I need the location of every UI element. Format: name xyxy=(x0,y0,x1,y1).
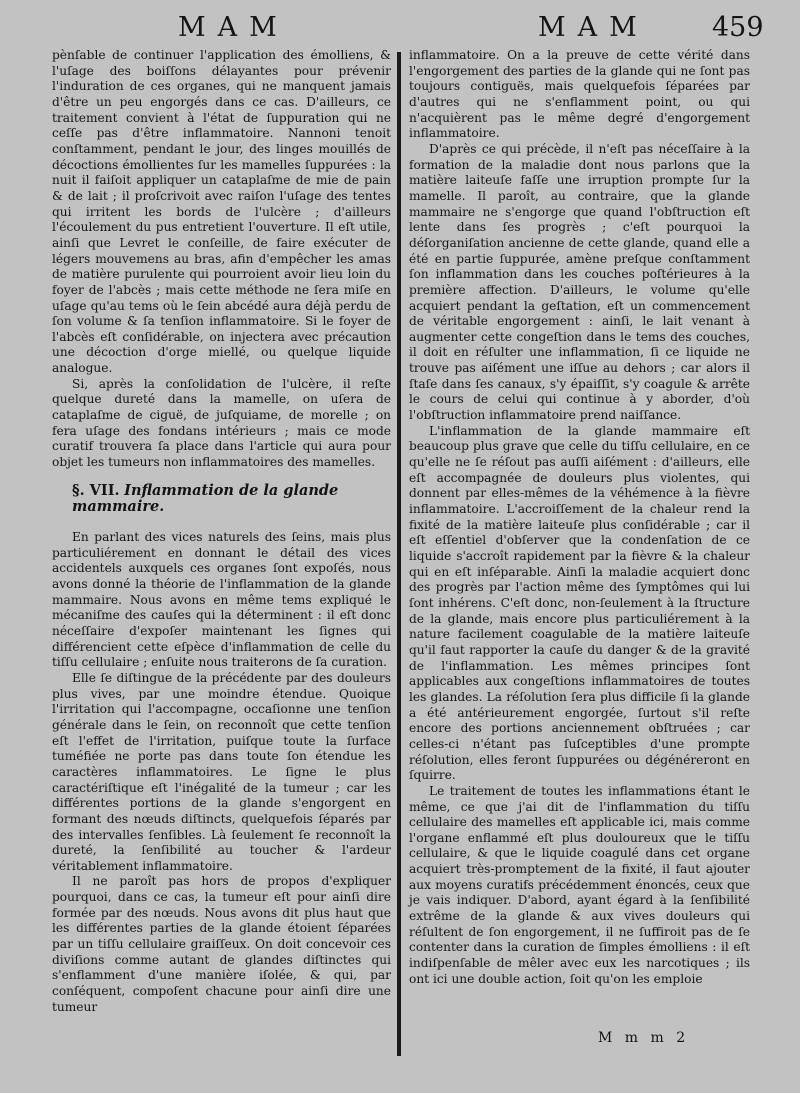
paragraph: Si, après la conſolidation de l'ulcère, il reſte quelque dureté dans la mamelle, on uſera de cataplaſme de ciguë, de juſquiame, de morelle ; on fera uſage des fondans intérieurs ; mais ce mode curatif trouvera ſa place dans l'article qui aura pour objet les tumeurs non inflammatoires des mamelles. xyxy=(52,376,391,470)
paragraph: Il ne paroît pas hors de propos d'expliquer pourquoi, dans ce cas, la tumeur eſt pour ainſi dire formée par des nœuds. Nous avons dit plus haut que les différentes parties de la glande étoient ſéparées par un tiſſu cellulaire graiſſeux. On doit concevoir ces diviſions comme autant de glandes diſtinctes qui s'enflamment d'une manière iſolée, & qui, par conſéquent, compoſent chacune pour ainſi dire une tumeur xyxy=(52,874,391,1014)
paragraph: D'après ce qui précède, il n'eſt pas néceſſaire à la formation de la maladie dont nous parlons que la matière laiteuſe faſſe une irruption prompte ſur la mamelle. Il paroît, au contraire, que la glande mammaire ne s'engorge que quand l'obſtruction eſt lente dans ſes progrès ; c'eſt pourquoi la déſorganiſation ancienne de cette glande, quand elle a été en partie ſuppurée, amène preſque conſtamment ſon inflammation dans les couches poſtérieures à la première affection. D'ailleurs, le volume qu'elle acquiert pendant la geſtation, eſt un commencement de véritable engorgement : ainſi, le lait venant à augmenter cette congeſtion dans le tems des couches, il doit en réſulter une inflammation, ſi ce liquide ne trouve pas aiſément une iſſue au dehors ; car alors il ſtaſe dans ſes canaux, s'y épaiſſit, s'y coagule & arrête le cours de celui qui continue à y aborder, d'où l'obſtruction inflammatoire prend naiſſance. xyxy=(409,141,750,423)
column-divider xyxy=(397,52,401,1056)
section-title: Inflammation de la glande mammaire. xyxy=(72,481,339,516)
running-header xyxy=(0,10,800,46)
paragraph: L'inflammation de la glande mammaire eſt beaucoup plus grave que celle du tiſſu cellulaire, en ce qu'elle ne ſe réſout pas auſſi aiſément : d'ailleurs, elle eſt accompagnée de douleurs plus violentes, qui donnent par elles-mêmes de la véhémence à la fièvre inflammatoire. L'accroiſſement de la chaleur rend la fixité de la matière laiteuſe plus conſidérable ; car il eſt eſſentiel d'obſerver que la condenſation de ce liquide s'accroît rapidement par la fièvre & la chaleur qui en eſt inſéparable. Ainſi la maladie acquiert donc des progrès par l'action même des ſymptômes qui lui ſont inhérens. C'eſt donc, non-ſeulement à la ſtructure de la glande, mais encore plus particuliérement à la nature facilement coagulable de la matière laiteuſe qu'il faut rapporter la cauſe du danger & de la gravité de l'inflammation. Les mêmes principes ſont applicables aux congeſtions inflammatoires de toutes les glandes. La réſolution ſera plus difficile ſi la glande a été antérieurement engorgée, ſurtout s'il reſte encore des portions anciennement obſtruées ; car celles-ci n'étant pas ſuſceptibles d'une prompte réſolution, elles feront ſuppurées ou dégénéreront en ſquirre. xyxy=(409,423,750,783)
section-heading xyxy=(52,483,391,516)
section-number: §. VII. xyxy=(72,481,120,499)
paragraph: En parlant des vices naturels des ſeins, mais plus particuliérement en donnant le détail des vices accidentels auxquels ces organes ſont expoſés, nous avons donné la théorie de l'inflammation de la glande mammaire. Nous avons en même tems expliqué le mécaniſme des cauſes qui la déterminent : il eſt donc néceſſaire d'expoſer maintenant les ſignes qui différencient cette eſpèce d'inflammation de celle du tiſſu cellulaire ; enſuite nous traiterons de ſa curation. xyxy=(52,530,391,670)
paragraph: Le traitement de toutes les inflammations étant le même, ce que j'ai dit de l'inflammation du tiſſu cellulaire des mamelles eſt applicable ici, mais comme l'organe enflammé eſt plus douloureux que le tiſſu cellulaire, & que le liquide coagulé dans cet organe acquiert très-promptement de la fixité, il faut ajouter aux moyens curatifs précédemment énoncés, ceux que je vais indiquer. D'abord, ayant égard à la ſenſibilité extrême de la glande & aux vives douleurs qui réſultent de ſon engorgement, il ne ſuffiroit pas de ſe contenter dans la curation de ſimples émolliens : il eſt indiſpenſable de mêler avec eux les narcotiques ; ils ont ici une double action, ſoit qu'on les emploie xyxy=(409,783,750,986)
paragraph: Elle ſe diſtingue de la précédente par des douleurs plus vives, par une moindre étendue. Quoique l'irritation qui l'accompagne, occaſionne une tenſion générale dans le ſein, on reconnoît que cette tenſion eſt l'effet de l'irritation, puiſque toute la ſurface tuméfiée ne porte pas dans toute ſon étendue les caractères inflammatoires. Le ſigne le plus caractériſtique eſt l'inégalité de la tumeur ; car les différentes portions de la glande s'engorgent en formant des nœuds diſtincts, quelquefois ſéparés par des intervalles ſenſibles. Là ſeulement ſe reconnoît la dureté, la ſenſibilité au toucher & l'ardeur véritablement inflammatoire. xyxy=(52,670,391,873)
right-column xyxy=(409,48,750,987)
printer-signature: M m m 2 xyxy=(598,1030,690,1046)
paragraph: inflammatoire. On a la preuve de cette vérité dans l'engorgement des parties de la glande qui ne ſont pas toujours contiguës, mais quelquefois ſéparées par d'autres qui ne s'enflamment point, ou qui n'acquièrent pas le même degré d'engorgement inflammatoire. xyxy=(409,48,750,141)
running-head-right: MAM xyxy=(538,12,649,43)
page-number: 459 xyxy=(712,12,764,43)
paragraph: pènſable de continuer l'application des émolliens, & l'uſage des boiſſons délayantes pour prévenir l'induration de ces organes, qui ne manquent jamais d'être un peu engorgés dans ce cas. D'ailleurs, ce traitement convient à l'état de ſuppuration qui ne ceſſe pas d'être inflammatoire. Nannoni tenoit conſtamment, pendant le jour, des linges mouillés de décoctions émollientes ſur les mamelles ſuppurées : la nuit il faiſoit appliquer un cataplaſme de mie de pain & de lait ; il proſcrivoit avec raiſon l'uſage des tentes qui irritent les bords de l'ulcère ; d'ailleurs l'écoulement du pus entretient l'ouverture. Il eſt utile, ainſi que Levret le conſeille, de faire exécuter de légers mouvemens au bras, afin d'empêcher les amas de matière purulente qui pourroient avoir lieu loin du foyer de l'abcès ; mais cette méthode ne ſera miſe en uſage qu'au tems où le ſein abcédé aura déjà perdu de ſon volume & ſa tenſion inflammatoire. Si le foyer de l'abcès eſt conſidérable, on injectera avec précaution une décoction d'orge miellé, ou quelque liquide analogue. xyxy=(52,48,391,376)
running-head-left: MAM xyxy=(178,12,289,43)
left-column xyxy=(52,48,391,1015)
